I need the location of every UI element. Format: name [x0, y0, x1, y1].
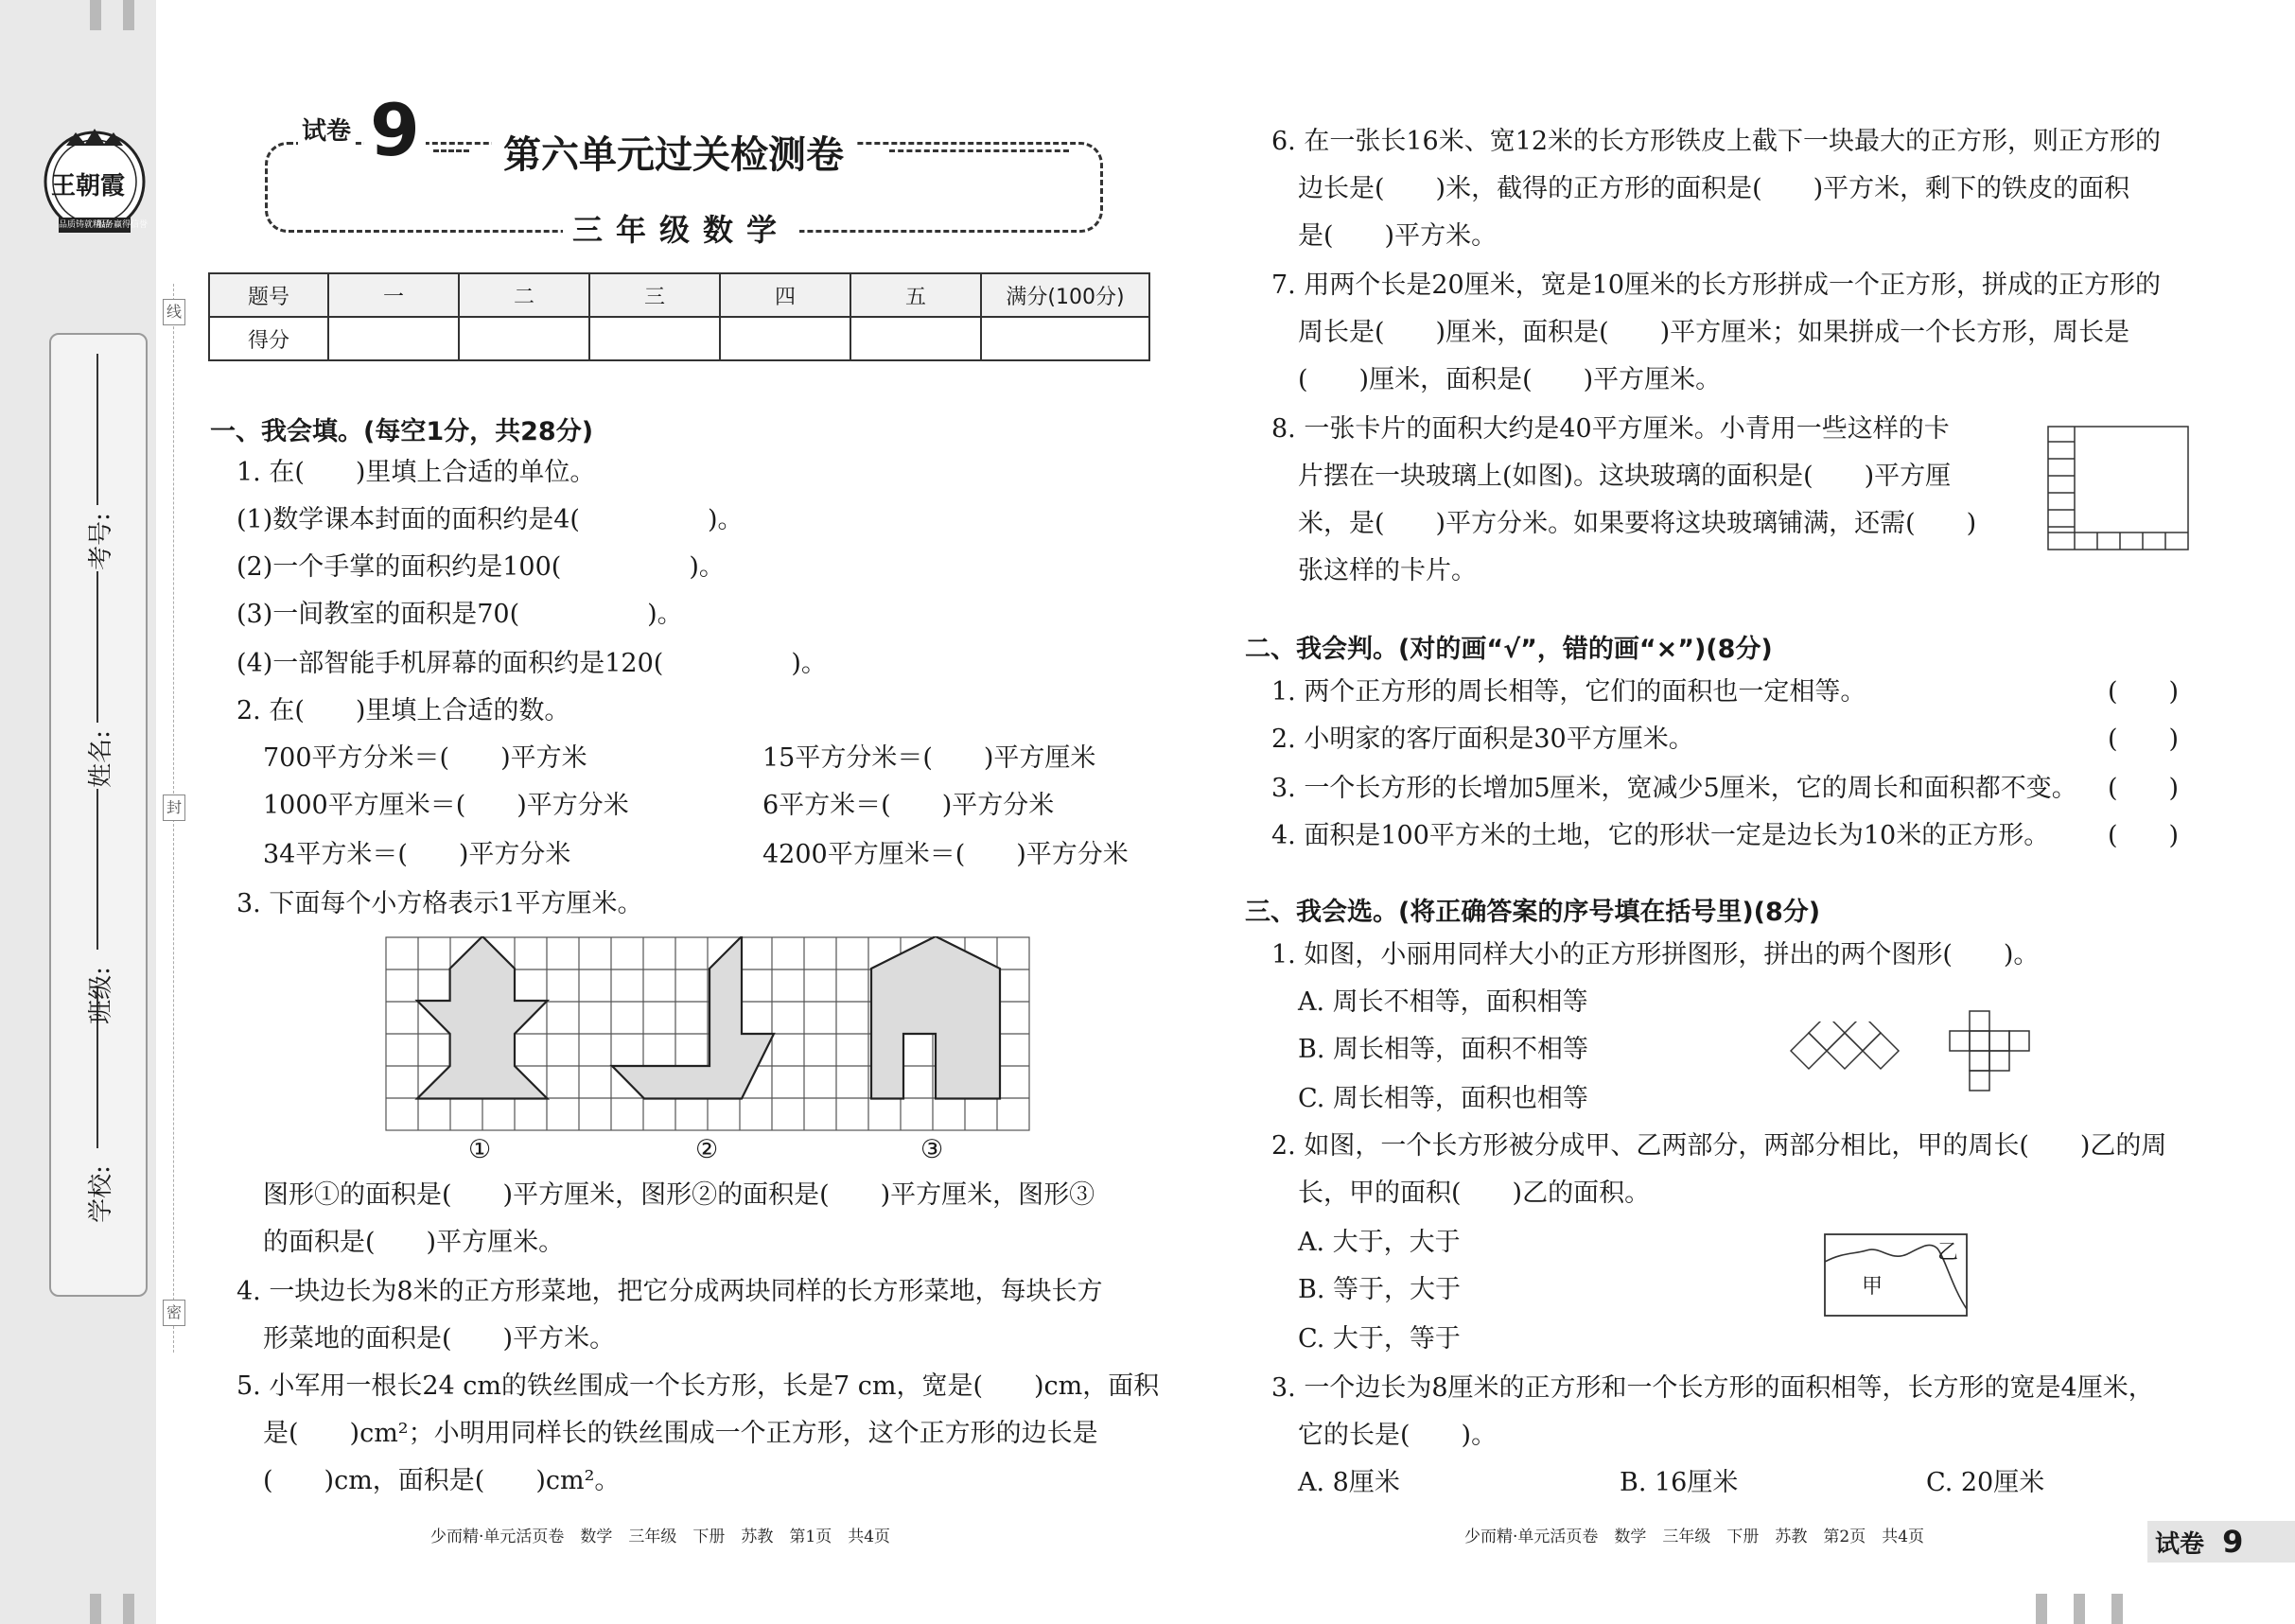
- score-table: [208, 272, 1150, 361]
- gutter-mark: [123, 0, 134, 30]
- gutter-mark: [2036, 1594, 2047, 1624]
- choice-1: 1. 如图，小丽用同样大小的正方形拼图形，拼出的两个图形( )。: [1271, 940, 2040, 969]
- question-2-c: 1000平方厘米＝( )平方分米: [263, 791, 629, 820]
- table-header-cell: 四: [720, 273, 850, 317]
- field-label: 班级:: [86, 967, 115, 1024]
- cross-figure: [1949, 1010, 2030, 1091]
- seal-mark: 线: [163, 299, 185, 325]
- question-1-2: (2)一个手掌的面积约是100( )。: [237, 552, 725, 582]
- field-exam-no: [51, 513, 146, 570]
- logo-brand: 王朝霞: [51, 172, 126, 201]
- choice-3-option-b[interactable]: B. 16厘米: [1620, 1468, 1739, 1497]
- name-input-line[interactable]: [96, 571, 98, 723]
- question-1: 1. 在( )里填上合适的单位。: [237, 458, 596, 487]
- figure-label-3: ③: [920, 1135, 944, 1164]
- table-header-cell: 三: [589, 273, 720, 317]
- field-class: [51, 967, 146, 1024]
- grid-figure: [385, 936, 1030, 1131]
- choice-2-option-a[interactable]: A. 大于，大于: [1298, 1228, 1461, 1257]
- question-8-line-2: 片摆在一块玻璃上(如图)。这块玻璃的面积是( )平方厘: [1298, 462, 1952, 491]
- figure-label-1: ①: [468, 1135, 492, 1164]
- question-2-b: 15平方分米＝( )平方厘米: [762, 743, 1096, 773]
- question-7-line-3: ( )厘米，面积是( )平方厘米。: [1298, 365, 1722, 394]
- question-5-line-1: 5. 小军用一根长24 cm的铁丝围成一个长方形，长是7 cm，宽是( )cm，面积: [237, 1371, 1160, 1401]
- judge-2: 2. 小明家的客厅面积是30平方厘米。: [1271, 725, 1694, 754]
- question-1-4: (4)一部智能手机屏幕的面积约是120( )。: [237, 649, 827, 678]
- choice-2-line-1: 2. 如图，一个长方形被分成甲、乙两部分，两部分相比，甲的周长( )乙的周: [1271, 1131, 2167, 1161]
- field-label: 学校:: [86, 1165, 115, 1223]
- paper-tag: 试卷: [298, 112, 355, 147]
- question-2-e: 34平方米＝( )平方分米: [263, 840, 571, 869]
- question-7-line-1: 7. 用两个长是20厘米，宽是10厘米的长方形拼成一个正方形，拼成的正方形的: [1271, 271, 2162, 300]
- shape-1: [417, 936, 548, 1099]
- question-2: 2. 在( )里填上合适的数。: [237, 696, 570, 725]
- question-3-answer-2: 的面积是( )平方厘米。: [263, 1228, 565, 1257]
- corner-tag: 试卷: [2155, 1530, 2205, 1559]
- judge-4-blank[interactable]: ( ): [2108, 821, 2180, 850]
- student-info-box: [49, 333, 148, 1297]
- figure-label-yi: 乙: [1937, 1241, 1959, 1265]
- score-cell[interactable]: [720, 317, 850, 360]
- section-2-title: 二、我会判。(对的画“√”，错的画“×”)(8分): [1245, 635, 1773, 664]
- judge-3-blank[interactable]: ( ): [2108, 774, 2180, 803]
- gutter-mark: [123, 1594, 134, 1624]
- section-3-title: 三、我会选。(将正确答案的序号填在括号里)(8分): [1245, 898, 1821, 927]
- table-row: [209, 317, 1149, 360]
- title-dash: [433, 149, 469, 152]
- seal-mark: 封: [163, 795, 185, 821]
- gutter-mark: [90, 0, 101, 30]
- question-4-line-1: 4. 一块边长为8米的正方形菜地，把它分成两块同样的长方形菜地，每块长方: [237, 1277, 1103, 1306]
- footer-page-1: 少而精·单元活页卷 数学 三年级 下册 苏教 第1页 共4页: [430, 1528, 891, 1546]
- table-header-cell: 二: [459, 273, 589, 317]
- publisher-logo: [38, 123, 151, 246]
- section-1-title: 一、我会填。(每空1分，共28分): [210, 417, 594, 446]
- choice-2-line-2: 长，甲的面积( )乙的面积。: [1298, 1179, 1651, 1208]
- question-8-line-3: 米，是( )平方分米。如果要将这块玻璃铺满，还需( ): [1298, 509, 1977, 538]
- question-3-answer-1: 图形①的面积是( )平方厘米，图形②的面积是( )平方厘米，图形③: [263, 1180, 1095, 1210]
- choice-2-option-c[interactable]: C. 大于，等于: [1298, 1324, 1461, 1353]
- judge-1: 1. 两个正方形的周长相等，它们的面积也一定相等。: [1271, 677, 1866, 707]
- logo-motto-right: 服务赢得信誉: [96, 220, 149, 230]
- field-school: [51, 1165, 146, 1223]
- shape-2: [612, 936, 774, 1099]
- table-header-cell: 满分(100分): [981, 273, 1149, 317]
- class-input-line[interactable]: [96, 789, 98, 950]
- choice-3-line-1: 3. 一个边长为8厘米的正方形和一个长方形的面积相等，长方形的宽是4厘米，: [1271, 1373, 2154, 1403]
- judge-1-blank[interactable]: ( ): [2108, 677, 2180, 707]
- title-dash: [889, 149, 1069, 152]
- table-header-cell: 一: [328, 273, 459, 317]
- table-row-label: 得分: [209, 317, 328, 360]
- score-cell[interactable]: [981, 317, 1149, 360]
- choice-3-option-c[interactable]: C. 20厘米: [1926, 1468, 2045, 1497]
- logo-motto-left: 品质铸就精品: [59, 220, 111, 230]
- field-label: 姓名:: [86, 730, 115, 788]
- gutter-mark: [90, 1594, 101, 1624]
- judge-4: 4. 面积是100平方米的土地，它的形状一定是边长为10米的正方形。: [1271, 821, 2050, 850]
- table-header-cell: 题号: [209, 273, 328, 317]
- score-cell[interactable]: [850, 317, 981, 360]
- choice-1-option-c[interactable]: C. 周长相等，面积也相等: [1298, 1084, 1588, 1113]
- diamond-figure: [1790, 1022, 1905, 1080]
- question-4-line-2: 形菜地的面积是( )平方米。: [263, 1324, 616, 1353]
- choice-1-option-b[interactable]: B. 周长相等，面积不相等: [1298, 1035, 1589, 1064]
- field-label: 考号:: [86, 513, 115, 570]
- corner-paper-label: [2155, 1524, 2243, 1560]
- question-2-d: 6平方米＝( )平方分米: [762, 791, 1055, 820]
- question-8-line-1: 8. 一张卡片的面积大约是40平方厘米。小青用一些这样的卡: [1271, 414, 1950, 444]
- judge-3: 3. 一个长方形的长增加5厘米，宽减少5厘米，它的周长和面积都不变。: [1271, 774, 2077, 803]
- page-title: 第六单元过关检测卷: [492, 125, 855, 179]
- question-1-1: (1)数学课本封面的面积约是4( )。: [237, 505, 744, 534]
- field-name: [51, 730, 146, 788]
- table-header-cell: 五: [850, 273, 981, 317]
- judge-2-blank[interactable]: ( ): [2108, 725, 2180, 754]
- figure-label-jia: 甲: [1862, 1275, 1883, 1299]
- gutter-mark: [2111, 1594, 2123, 1624]
- choice-2-option-b[interactable]: B. 等于，大于: [1298, 1275, 1462, 1304]
- footer-page-2: 少而精·单元活页卷 数学 三年级 下册 苏教 第2页 共4页: [1464, 1528, 1925, 1546]
- question-8-line-4: 张这样的卡片。: [1298, 556, 1477, 585]
- seal-mark: 密: [163, 1300, 185, 1326]
- question-1-3: (3)一间教室的面积是70( )。: [237, 600, 683, 629]
- table-row: [209, 273, 1149, 317]
- score-cell[interactable]: [328, 317, 459, 360]
- question-3: 3. 下面每个小方格表示1平方厘米。: [237, 889, 643, 918]
- glass-card-figure: [2047, 426, 2189, 550]
- question-2-f: 4200平方厘米＝( )平方分米: [762, 840, 1129, 869]
- choice-3-line-2: 它的长是( )。: [1298, 1421, 1498, 1450]
- score-cell[interactable]: [459, 317, 589, 360]
- question-2-a: 700平方分米＝( )平方米: [263, 743, 587, 773]
- gutter-mark: [2074, 1594, 2085, 1624]
- page-subtitle: 三年级数学: [563, 206, 799, 250]
- figure-label-2: ②: [695, 1135, 719, 1164]
- choice-1-option-a[interactable]: A. 周长不相等，面积相等: [1298, 987, 1588, 1017]
- choice-3-option-a[interactable]: A. 8厘米: [1298, 1468, 1400, 1497]
- question-7-line-2: 周长是( )厘米，面积是( )平方厘米；如果拼成一个长方形，周长是: [1298, 318, 2130, 347]
- score-cell[interactable]: [589, 317, 720, 360]
- shape-3: [871, 936, 1000, 1099]
- exam-no-input-line[interactable]: [96, 354, 98, 505]
- question-6-line-1: 6. 在一张长16米、宽12米的长方形铁皮上截下一块最大的正方形，则正方形的: [1271, 127, 2162, 156]
- paper-number: 9: [364, 95, 426, 166]
- question-5-line-3: ( )cm，面积是( )cm²。: [263, 1466, 621, 1495]
- question-6-line-2: 边长是( )米，截得的正方形的面积是( )平方米，剩下的铁皮的面积: [1298, 174, 2130, 203]
- question-5-line-2: 是( )cm²；小明用同样长的铁丝围成一个正方形，这个正方形的边长是: [263, 1419, 1098, 1448]
- question-6-line-3: 是( )平方米。: [1298, 221, 1498, 251]
- corner-number: 9: [2222, 1524, 2244, 1560]
